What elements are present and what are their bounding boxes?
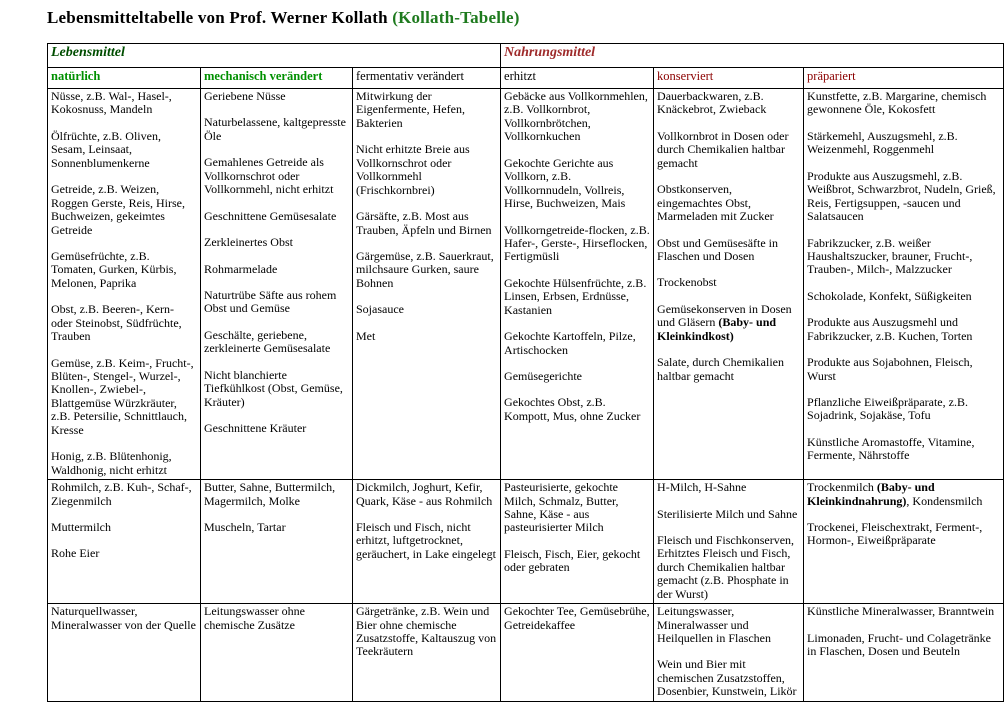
- cell-paragraph: Schokolade, Konfekt, Süßigkeiten: [807, 288, 972, 303]
- table-cell: [501, 89, 654, 480]
- column-header-fermentativ-veraendert: fermentativ verändert: [353, 68, 501, 89]
- cell-paragraph: Gärsäfte, z.B. Most aus Trauben, Äpfeln und Birnen: [356, 209, 492, 237]
- cell-paragraph: Gekochte Hülsenfrüchte, z.B. Linsen, Erbsen, Erdnüsse, Kastanien: [504, 275, 647, 317]
- table-cell: [804, 604, 1004, 702]
- table-cell: [654, 604, 804, 702]
- cell-paragraph: Obst und Gemüsesäfte in Flaschen und Dosen: [657, 235, 779, 263]
- cell-paragraph: Naturquellwasser, Mineralwasser von der Quelle: [51, 604, 196, 632]
- cell-paragraph: Gemüse, z.B. Keim-, Frucht-, Blüten-, Stengel-, Wurzel-, Knollen-, Zwiebel-, Blattgemüse Würzkräuter, z.B. Petersilie, Schnittlauch, Kresse: [51, 355, 194, 437]
- cell-paragraph: Gärgetränke, z.B. Wein und Bier ohne chemische Zusatzstoffe, Kaltauszug von Teekräutern: [356, 604, 497, 659]
- group-header-row: [48, 44, 1004, 68]
- cell-paragraph: Naturtrübe Säfte aus rohem Obst und Gemüse: [204, 287, 337, 316]
- cell-paragraph: Mitwirkung der Eigenfermente, Hefen, Bakterien: [356, 89, 465, 130]
- cell-paragraph: Wein und Bier mit chemischen Zusatzstoffen, Dosenbier, Kunstwein, Likör: [657, 657, 797, 699]
- cell-paragraph: Gebäcke aus Vollkornmehlen, z.B. Vollkornbrot, Vollkornbrötchen, Vollkornkuchen: [504, 89, 648, 144]
- cell-paragraph: Sterilisierte Milch und Sahne: [657, 506, 798, 521]
- page-title: [47, 8, 1004, 28]
- cell-paragraph: Gärgemüse, z.B. Sauerkraut, milchsaure Gurken, saure Bohnen: [356, 248, 494, 290]
- column-header-natuerlich: natürlich: [48, 68, 201, 89]
- cell-paragraph: Gemüsegerichte: [504, 369, 582, 383]
- table-cell: [353, 480, 501, 604]
- cell-paragraph: Muttermilch: [51, 519, 111, 534]
- cell-paragraph: Nicht erhitzte Breie aus Vollkornschrot oder Vollkornmehl (Frischkornbrei): [356, 142, 470, 197]
- kollath-table: [47, 43, 1004, 702]
- cell-paragraph: Künstliche Aromastoffe, Vitamine, Fermente, Nährstoffe: [807, 434, 975, 463]
- page-title-main: Lebensmitteltabelle von Prof. Werner Kollath: [47, 8, 393, 27]
- cell-paragraph: Gekochte Kartoffeln, Pilze, Artischocken: [504, 329, 636, 357]
- cell-paragraph: Gemahlenes Getreide als Vollkornschrot oder Vollkornmehl, nicht erhitzt: [204, 155, 334, 197]
- table-cell: [201, 89, 353, 480]
- cell-paragraph: Obstkonserven, eingemachtes Obst, Marmeladen mit Zucker: [657, 182, 774, 224]
- table-cell: [804, 89, 1004, 480]
- cell-paragraph: Getreide, z.B. Weizen, Roggen Gerste, Reis, Hirse, Buchweizen, gekeimtes Getreide: [51, 182, 185, 237]
- table-cell: [48, 604, 201, 702]
- table-cell: [353, 89, 501, 480]
- cell-paragraph: Obst, z.B. Beeren-, Kern- oder Steinobst, Südfrüchte, Trauben: [51, 302, 182, 344]
- cell-paragraph: Geriebene Nüsse: [204, 89, 286, 103]
- page-title-suffix: (Kollath-Tabelle): [392, 8, 520, 27]
- cell-paragraph: Trockenmilch (Baby- und Kleinkindnahrung), Kondensmilch: [807, 480, 983, 508]
- cell-paragraph: Rohmilch, z.B. Kuh-, Schaf-, Ziegenmilch: [51, 480, 192, 508]
- cell-paragraph: Fleisch und Fischkonserven, Erhitztes Fleisch und Fisch, durch Chemikalien haltbar gemacht (z.B. Phosphate in der Wurst): [657, 532, 795, 601]
- table-cell: [654, 89, 804, 480]
- column-header-erhitzt: erhitzt: [501, 68, 654, 89]
- table-cell: [353, 604, 501, 702]
- table-cell: [501, 604, 654, 702]
- cell-paragraph: Geschnittene Gemüsesalate: [204, 208, 337, 223]
- cell-paragraph: Fleisch und Fisch, nicht erhitzt, luftgetrocknet, geräuchert, in Lake eingelegt: [356, 519, 496, 561]
- cell-paragraph: Vollkornbrot in Dosen oder durch Chemikalien haltbar gemacht: [657, 128, 789, 170]
- cell-paragraph: Geschnittene Kräuter: [204, 421, 307, 435]
- cell-paragraph: Sojasauce: [356, 302, 404, 317]
- table-row: [48, 480, 1004, 604]
- cell-paragraph: Salate, durch Chemikalien haltbar gemacht: [657, 355, 784, 383]
- cell-paragraph: Butter, Sahne, Buttermilch, Magermilch, Molke: [204, 480, 336, 508]
- cell-paragraph: Met: [356, 328, 376, 343]
- column-header-praepariert: präpariert: [804, 68, 1004, 89]
- cell-paragraph: Rohe Eier: [51, 546, 100, 561]
- cell-paragraph: Rohmarmelade: [204, 261, 278, 276]
- table-cell: [501, 480, 654, 604]
- table-row: [48, 89, 1004, 480]
- cell-paragraph: Fleisch, Fisch, Eier, gekocht oder gebraten: [504, 546, 641, 575]
- group-header-nahrungsmittel: Nahrungsmittel: [501, 44, 1004, 68]
- cell-paragraph: Fabrikzucker, z.B. weißer Haushaltszucker, brauner, Frucht-, Trauben-, Milch-, Malzzucker: [807, 235, 973, 277]
- cell-paragraph: Nüsse, z.B. Wal-, Hasel-, Kokosnuss, Mandeln: [51, 89, 172, 117]
- cell-paragraph: Vollkorngetreide-flocken, z.B. Hafer-, Gerste-, Hirseflocken, Fertigmüsli: [504, 222, 650, 264]
- table-cell: [48, 89, 201, 480]
- cell-paragraph: Dickmilch, Joghurt, Kefir, Quark, Käse - aus Rohmilch: [356, 480, 493, 508]
- table-cell: [804, 480, 1004, 604]
- cell-paragraph: Trockenobst: [657, 275, 717, 290]
- cell-paragraph: Gekochtes Obst, z.B. Kompott, Mus, ohne Zucker: [504, 395, 641, 423]
- table-row: [48, 604, 1004, 702]
- cell-paragraph: Naturbelassene, kaltgepresste Öle: [204, 115, 346, 143]
- column-header-row: [48, 68, 1004, 89]
- cell-paragraph: Limonaden, Frucht- und Colagetränke in Flaschen, Dosen und Beuteln: [807, 630, 991, 658]
- cell-paragraph: Gemüsefrüchte, z.B. Tomaten, Gurken, Kürbis, Melonen, Paprika: [51, 248, 177, 290]
- column-header-mechanisch-veraendert: mechanisch verändert: [201, 68, 353, 89]
- cell-paragraph: Dauerbackwaren, z.B. Knäckebrot, Zwieback: [657, 89, 767, 117]
- cell-paragraph: Leitungswasser, Mineralwasser und Heilquellen in Flaschen: [657, 604, 772, 645]
- table-cell: [201, 480, 353, 604]
- cell-paragraph: Geschälte, geriebene, zerkleinerte Gemüsesalate: [204, 327, 331, 356]
- cell-paragraph: Honig, z.B. Blütenhonig, Waldhonig, nicht erhitzt: [51, 449, 172, 477]
- cell-paragraph: Nicht blanchierte Tiefkühlkost (Obst, Gemüse, Kräuter): [204, 367, 343, 409]
- table-cell: [201, 604, 353, 702]
- cell-paragraph: Gekochter Tee, Gemüsebrühe, Getreidekaffee: [504, 604, 650, 632]
- cell-paragraph: Trockenei, Fleischextrakt, Ferment-, Hormon-, Eiweißpräparate: [807, 519, 983, 548]
- column-header-konserviert: konserviert: [654, 68, 804, 89]
- table-cell: [654, 480, 804, 604]
- cell-paragraph: Produkte aus Sojabohnen, Fleisch, Wurst: [807, 355, 973, 383]
- cell-paragraph: Pasteurisierte, gekochte Milch, Schmalz, Butter, Sahne, Käse - aus pasteurisierter Milch: [504, 480, 619, 535]
- cell-paragraph: Zerkleinertes Obst: [204, 235, 293, 250]
- cell-paragraph: Ölfrüchte, z.B. Oliven, Sesam, Leinsaat, Sonnenblumenkerne: [51, 128, 161, 170]
- cell-paragraph: Muscheln, Tartar: [204, 519, 286, 534]
- table-cell: [48, 480, 201, 604]
- cell-paragraph: Kunstfette, z.B. Margarine, chemisch gewonnene Öle, Kokosfett: [807, 89, 987, 117]
- cell-paragraph: Stärkemehl, Auszugsmehl, z.B. Weizenmehl, Roggenmehl: [807, 128, 958, 157]
- table-head: [48, 44, 1004, 89]
- table-body: [48, 89, 1004, 702]
- cell-paragraph: Leitungswasser ohne chemische Zusätze: [204, 604, 305, 632]
- cell-paragraph: Produkte aus Auszugsmehl und Fabrikzucker, z.B. Kuchen, Torten: [807, 315, 973, 343]
- cell-paragraph: Künstliche Mineralwasser, Branntwein: [807, 604, 995, 619]
- group-header-lebensmittel: Lebensmittel: [48, 44, 501, 68]
- cell-paragraph: Produkte aus Auszugsmehl, z.B. Weißbrot, Schwarzbrot, Nudeln, Grieß, Reis, Fertigsuppen, -saucen und Salatsaucen: [807, 168, 996, 224]
- cell-paragraph: H-Milch, H-Sahne: [657, 480, 747, 495]
- cell-paragraph: Gekochte Gerichte aus Vollkorn, z.B. Vollkornnudeln, Vollreis, Hirse, Buchweizen, Mais: [504, 155, 626, 211]
- cell-paragraph: Gemüsekonserven in Dosen und Gläsern (Baby- und Kleinkindkost): [657, 301, 792, 343]
- cell-paragraph: Pflanzliche Eiweißpräparate, z.B. Sojadrink, Sojakäse, Tofu: [807, 395, 968, 423]
